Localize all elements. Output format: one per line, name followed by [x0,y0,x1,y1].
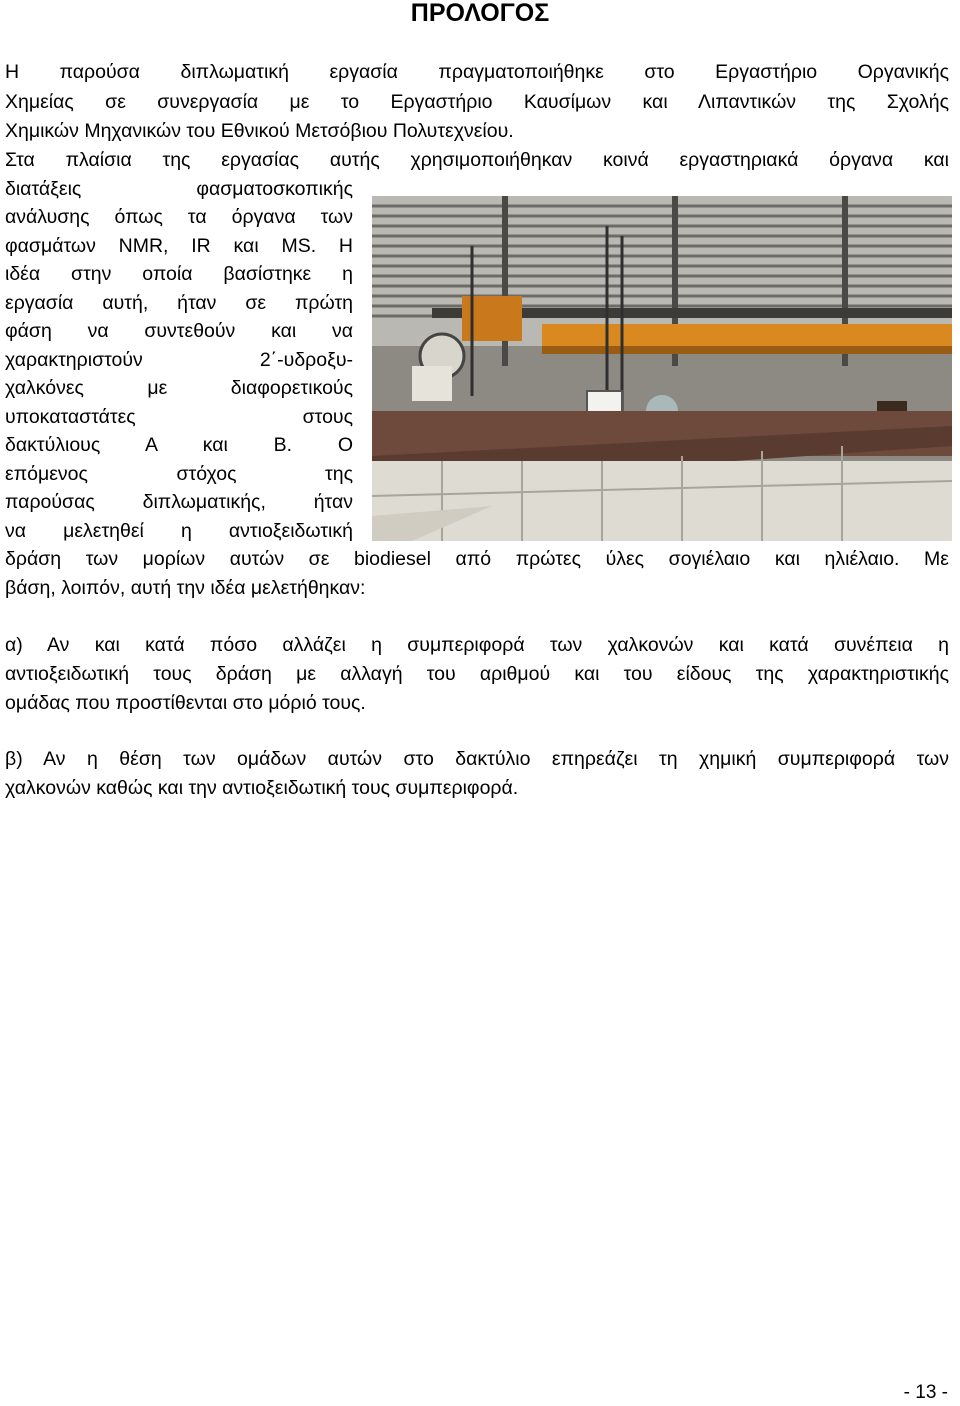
page-title: ΠΡΟΛΟΓΟΣ [410,0,550,27]
paragraph-line: Χημικών Μηχανικών του Εθνικού Μετσόβιου Πολυτεχνείου. [5,120,514,142]
paragraph-line: φάση να συντεθούν και να [5,320,353,342]
paragraph-line: διατάξεις φασματοσκοπικής [5,178,353,200]
paragraph-line: δράση των μορίων αυτών σε biodiesel από πρώτες ύλες σογιέλαιο και ηλιέλαιο. Με [5,548,949,570]
item-a-line: αντιοξειδωτική τους δράση με αλλαγή του αριθμού και του είδους της χαρακτηριστικής [5,663,949,685]
paragraph-line: Στα πλαίσια της εργασίας αυτής χρησιμοποιήθηκαν κοινά εργαστηριακά όργανα και [5,149,949,171]
item-b-line: χαλκονών καθώς και την αντιοξειδωτική τους συμπεριφορά. [5,777,519,799]
paragraph-line: Η παρούσα διπλωματική εργασία πραγματοποιήθηκε στο Εργαστήριο Οργανικής [5,61,949,83]
item-a-line: α) Αν και κατά πόσο αλλάζει η συμπεριφορά των χαλκονών και κατά συνέπεια η [5,634,949,656]
item-a-line: ομάδας που προστίθενται στο μόριό τους. [5,692,366,714]
paragraph-line: επόμενος στόχος της [5,463,353,485]
paragraph-line: βάση, λοιπόν, αυτή την ιδέα μελετήθηκαν: [5,577,366,599]
paragraph-line: να μελετηθεί η αντιοξειδωτική [5,520,353,542]
page-number: - 13 - [903,1382,948,1403]
paragraph-line: ιδέα στην οποία βασίστηκε η [5,263,353,285]
paragraph-line: εργασία αυτή, ήταν σε πρώτη [5,292,353,314]
paragraph-line: χαλκόνες με διαφορετικούς [5,377,353,399]
paragraph-line: φασμάτων NMR, IR και MS. Η [5,235,353,257]
paragraph-line: ανάλυσης όπως τα όργανα των [5,206,353,228]
laboratory-photo [372,196,952,541]
paragraph-line: υποκαταστάτες στους [5,406,353,428]
paragraph-line: Χημείας σε συνεργασία με το Εργαστήριο Καυσίμων και Λιπαντικών της Σχολής [5,91,949,113]
paragraph-line: παρούσας διπλωματικής, ήταν [5,491,353,513]
item-b-line: β) Αν η θέση των ομάδων αυτών στο δακτύλιο επηρεάζει τη χημική συμπεριφορά των [5,748,949,770]
paragraph-line: χαρακτηριστούν 2΄-υδροξυ- [5,349,353,371]
paragraph-line: δακτύλιους Α και Β. Ο [5,434,353,456]
